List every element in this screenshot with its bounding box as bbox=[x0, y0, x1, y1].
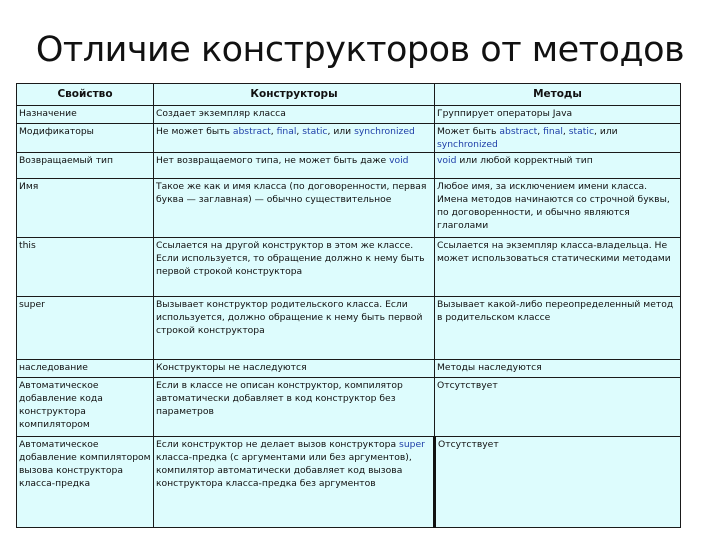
table-row bbox=[17, 106, 681, 124]
cell-text: Если в классе не описан конструктор, компилятор автоматически добавляет в код конструктор без параметров bbox=[156, 380, 403, 417]
keyword-text: abstract bbox=[232, 126, 271, 137]
constructor-cell bbox=[154, 437, 435, 528]
cell-text: , bbox=[270, 126, 277, 137]
cell-text: , bbox=[537, 126, 544, 137]
cell-text: Любое имя, за исключением имени класса. Имена методов начинаются со строчной буквы, по договоренности, и обычно являются глаголами bbox=[437, 181, 670, 231]
table-header-row bbox=[17, 84, 681, 106]
cell-text: Если конструктор не делает вызов конструктора bbox=[156, 439, 400, 450]
table-row bbox=[17, 297, 681, 360]
keyword-text: synchronized bbox=[437, 139, 498, 150]
cell-text: Вызывает какой-либо переопределенный метод в родительском классе bbox=[437, 299, 674, 323]
cell-text: Отсутствует bbox=[438, 439, 499, 450]
cell-text: Ссылается на экземпляр класса-владельца. Не может использоваться статическими методами bbox=[437, 240, 671, 264]
property-cell: Автоматическое добавление компилятором вызова конструктора класса-предка bbox=[17, 437, 154, 528]
keyword-text: static bbox=[568, 126, 594, 137]
cell-text: , bbox=[562, 126, 569, 137]
table-row bbox=[17, 153, 681, 179]
property-cell: наследование bbox=[17, 360, 154, 378]
method-cell bbox=[435, 378, 681, 437]
table-row bbox=[17, 360, 681, 378]
cell-text: Группирует операторы Java bbox=[437, 108, 573, 119]
property-cell: Возвращаемый тип bbox=[17, 153, 154, 179]
comparison-table bbox=[16, 83, 681, 528]
table-row bbox=[17, 179, 681, 238]
method-cell bbox=[435, 238, 681, 297]
table-row bbox=[17, 378, 681, 437]
method-cell bbox=[435, 360, 681, 378]
constructor-cell bbox=[154, 124, 435, 153]
header-property: Свойство bbox=[17, 84, 154, 106]
constructor-cell bbox=[154, 106, 435, 124]
cell-text: Вызывает конструктор родительского класса. Если используется, должно обращение к нему быть первой строкой конструктора bbox=[156, 299, 423, 336]
keyword-text: synchronized bbox=[354, 126, 415, 137]
cell-text: Методы наследуются bbox=[437, 362, 542, 373]
method-cell bbox=[435, 124, 681, 153]
method-cell bbox=[435, 106, 681, 124]
method-cell bbox=[435, 153, 681, 179]
method-cell bbox=[435, 297, 681, 360]
header-constructors: Конструкторы bbox=[154, 84, 435, 106]
cell-text: Ссылается на другой конструктор в этом же классе. Если используется, то обращение должно к нему быть первой строкой конструктора bbox=[156, 240, 425, 277]
constructor-cell bbox=[154, 378, 435, 437]
constructor-cell bbox=[154, 360, 435, 378]
cell-text: , или bbox=[594, 126, 618, 137]
keyword-text: abstract bbox=[499, 126, 538, 137]
slide-title: Отличие конструкторов от методов bbox=[35, 30, 685, 70]
keyword-text: void bbox=[389, 155, 409, 166]
keyword-text: static bbox=[302, 126, 328, 137]
keyword-text: void bbox=[437, 155, 457, 166]
property-cell: super bbox=[17, 297, 154, 360]
constructor-cell bbox=[154, 297, 435, 360]
property-cell: Назначение bbox=[17, 106, 154, 124]
constructor-cell bbox=[154, 179, 435, 238]
header-methods: Методы bbox=[435, 84, 681, 106]
cell-text: Отсутствует bbox=[437, 380, 498, 391]
property-cell: Автоматическое добавление кода конструктора компилятором bbox=[17, 378, 154, 437]
cell-text: , или bbox=[327, 126, 355, 137]
method-cell bbox=[435, 179, 681, 238]
property-cell: this bbox=[17, 238, 154, 297]
table-row bbox=[17, 124, 681, 153]
cell-text: Не может быть bbox=[156, 126, 233, 137]
cell-text: , bbox=[296, 126, 303, 137]
cell-text: Нет возвращаемого типа, не может быть даже bbox=[156, 155, 390, 166]
cell-text: класса-предка (с аргументами или без аргументов), компилятор автоматически добавляет код вызова конструктора класса-предка без аргументов bbox=[156, 452, 412, 489]
method-cell bbox=[435, 437, 681, 528]
cell-text: Конструкторы не наследуются bbox=[156, 362, 307, 373]
cell-text: Может быть bbox=[437, 126, 500, 137]
cell-text: Создает экземпляр класса bbox=[156, 108, 286, 119]
property-cell: Модификаторы bbox=[17, 124, 154, 153]
constructor-cell bbox=[154, 238, 435, 297]
constructor-cell bbox=[154, 153, 435, 179]
table-row bbox=[17, 437, 681, 528]
keyword-text: final bbox=[543, 126, 563, 137]
property-cell: Имя bbox=[17, 179, 154, 238]
table-row bbox=[17, 238, 681, 297]
cell-text: или любой корректный тип bbox=[456, 155, 593, 166]
cell-text: Такое же как и имя класса (по договоренности, первая буква — заглавная) — обычно существительное bbox=[156, 181, 427, 205]
keyword-text: super bbox=[399, 439, 425, 450]
keyword-text: final bbox=[276, 126, 297, 137]
